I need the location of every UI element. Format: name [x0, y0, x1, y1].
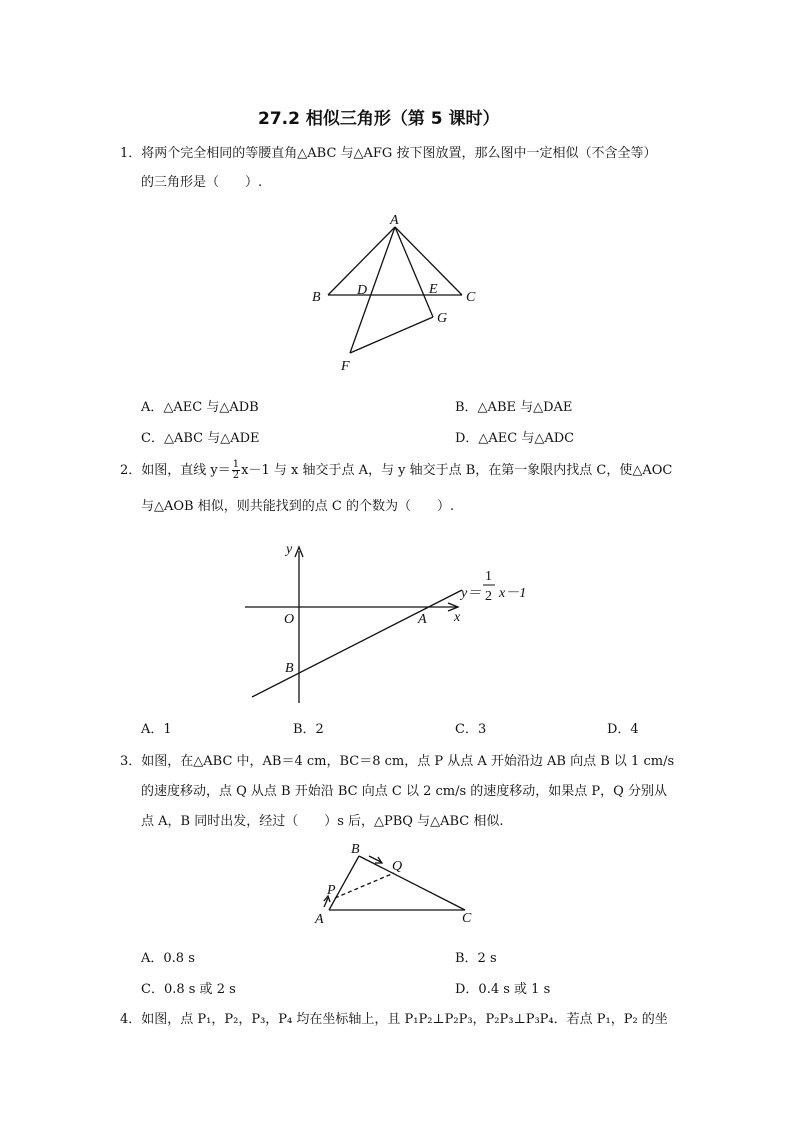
q1-segment-FG — [350, 317, 433, 353]
q2-label-O: O — [284, 612, 295, 627]
q2-inline-fraction-den: 2 — [232, 470, 240, 481]
q3-text-line2: 的速度移动，点 Q 从点 B 开始沿 BC 向点 C 以 2 cm/s 的速度移动，如果点 P，Q 分别从 — [141, 784, 667, 799]
q1-label-B: B — [312, 290, 321, 305]
q2-label-y: y — [286, 542, 293, 557]
q1-option-d: D．△AEC 与△ADC — [455, 431, 575, 446]
q2-inline-fraction — [232, 460, 240, 481]
q3-option-c: C．0.8 s 或 2 s — [141, 982, 236, 997]
q1-text-line1: 1．将两个完全相同的等腰直角△ABC 与△AFG 按下图放置，那么图中一定相似（不含全等） — [120, 146, 657, 161]
q2-label-A: A — [418, 612, 427, 627]
q2-eq-frac-num: 1 — [485, 569, 492, 584]
q2-text-line2: 与△AOB 相似，则共能找到的点 C 的个数为（ ）. — [141, 499, 455, 514]
q3-segment-BC — [359, 856, 465, 910]
q1-option-b: B．△ABE 与△DAE — [455, 400, 573, 415]
q2-eq-right: x－1 — [499, 586, 527, 601]
q3-option-d: D．0.4 s 或 1 s — [455, 982, 551, 997]
q1-segment-AG — [395, 227, 433, 317]
q1-text-line2: 的三角形是（ ）. — [141, 175, 263, 190]
q3-label-Q: Q — [392, 859, 403, 874]
page-title: 27.2 相似三角形（第 5 课时） — [258, 109, 500, 129]
q3-option-a: A．0.8 s — [141, 951, 195, 966]
q2-line-y-eq — [252, 590, 462, 697]
q2-text-line1 — [120, 460, 672, 481]
q2-eq-left: y＝ — [461, 586, 482, 601]
q2-option-d: D．4 — [607, 722, 639, 737]
q3-figure — [305, 838, 485, 930]
q2-option-b: B．2 — [293, 722, 324, 737]
q1-label-D: D — [357, 283, 368, 298]
q2-option-c: C．3 — [455, 722, 487, 737]
q1-label-C: C — [466, 290, 476, 305]
q3-label-C: C — [462, 911, 472, 926]
q1-label-A: A — [390, 213, 399, 228]
q2-option-a: A．1 — [141, 722, 172, 737]
q2-text-line1-b: x－1 与 x 轴交于点 A，与 y 轴交于点 B，在第一象限内找点 C，使△AOC — [241, 463, 673, 478]
q2-eq-frac-den: 2 — [485, 589, 492, 604]
q1-figure — [300, 205, 480, 380]
q3-option-b: B．2 s — [455, 951, 497, 966]
q2-label-B: B — [285, 661, 294, 676]
q1-option-c: C．△ABC 与△ADE — [141, 431, 260, 446]
q1-label-F: F — [341, 359, 350, 374]
q3-text-line1: 3．如图，在△ABC 中，AB＝4 cm，BC＝8 cm，点 P 从点 A 开始沿边 AB 向点 B 以 1 cm/s — [120, 754, 675, 769]
q3-label-B: B — [351, 842, 360, 857]
q2-figure — [240, 535, 560, 710]
q4-text-line1: 4．如图，点 P₁，P₂，P₃，P₄ 均在坐标轴上，且 P₁P₂⊥P₂P₃，P₂P₃⊥P₃P₄．若点 P₁，P₂ 的坐 — [120, 1012, 668, 1027]
q1-label-E: E — [429, 282, 438, 297]
q1-option-a: A．△AEC 与△ADB — [141, 400, 259, 415]
q2-inline-fraction-num: 1 — [232, 459, 240, 470]
q2-label-x: x — [454, 610, 461, 625]
q2-text-line1-a: 2．如图，直线 y＝ — [120, 463, 231, 478]
q3-text-line3: 点 A，B 同时出发，经过（ ）s 后，△PBQ 与△ABC 相似. — [141, 814, 504, 829]
q1-label-G: G — [437, 311, 448, 326]
q3-label-A: A — [315, 912, 324, 927]
q3-label-P: P — [327, 883, 336, 898]
q3-segment-PQ — [335, 873, 394, 898]
